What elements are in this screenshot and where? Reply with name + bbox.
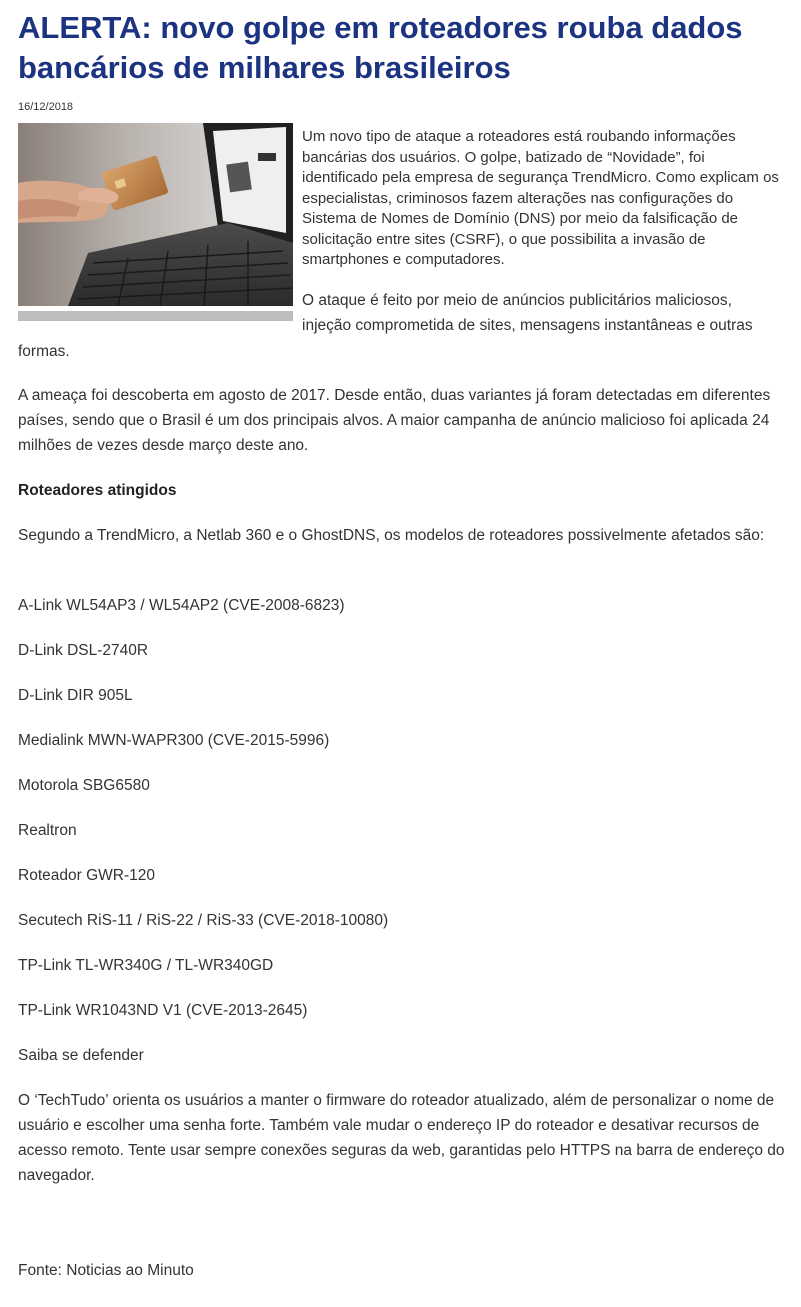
router-item: D-Link DSL-2740R: [18, 642, 149, 659]
router-item: Roteador GWR-120: [18, 867, 155, 884]
attack-paragraph-line-2: injeção comprometida de sites, mensagens instantâneas e outras: [302, 317, 753, 334]
threat-paragraph: A ameaça foi descoberta em agosto de 2017. Desde então, duas variantes já foram detectadas em diferentes países, sendo que o Brasil é um dos principais alvos. A maior campanha de anúncio malicioso foi aplicada 24 milhões de vezes desde março deste ano.: [18, 387, 771, 454]
attack-paragraph-line-1: O ataque é feito por meio de anúncios publicitários maliciosos,: [302, 292, 732, 309]
article-date: 16/12/2018: [18, 101, 74, 113]
photo-caption-bar: [18, 311, 293, 321]
router-item: Realtron: [18, 822, 77, 839]
defend-paragraph: O ‘TechTudo’ orienta os usuários a manter o firmware do roteador atualizado, além de personalizar o nome de usuário e escolher uma senha forte. Também vale mudar o endereço IP do roteador e desativar recursos de acesso remoto. Tente usar sempre conexões seguras da web, garantidas pelo HTTPS na barra de endereço do navegador.: [18, 1092, 785, 1184]
routers-heading: Roteadores atingidos: [18, 482, 177, 499]
attack-paragraph-line-3: formas.: [18, 343, 70, 360]
article-figure: [18, 123, 293, 321]
router-item: D-Link DIR 905L: [18, 687, 133, 704]
routers-intro: Segundo a TrendMicro, a Netlab 360 e o GhostDNS, os modelos de roteadores possivelmente afetados são:: [18, 527, 765, 544]
router-item: TP-Link WR1043ND V1 (CVE-2013-2645): [18, 1002, 308, 1019]
router-item: Medialink MWN-WAPR300 (CVE-2015-5996): [18, 732, 330, 749]
article-photo: [18, 123, 293, 306]
intro-paragraph: Um novo tipo de ataque a roteadores está roubando informações bancárias dos usuários. O golpe, batizado de “Novidade”, foi identificado pela empresa de segurança TrendMicro. Como explicam os especialistas, criminosos fazem alterações nas configurações do Sistema de Nomes de Domínio (DNS) por meio da falsificação de solicitação entre sites (CSRF), o que possibilita a invasão de smartphones e computadores.: [302, 128, 779, 268]
router-item: TP-Link TL-WR340G / TL-WR340GD: [18, 957, 274, 974]
router-item: Secutech RiS-11 / RiS-22 / RiS-33 (CVE-2018-10080): [18, 912, 389, 929]
router-item: Motorola SBG6580: [18, 777, 150, 794]
source-credit: Fonte: Noticias ao Minuto: [18, 1262, 194, 1279]
article-title: ALERTA: novo golpe em roteadores rouba dados bancários de milhares brasileiros: [18, 10, 743, 85]
defend-heading: Saiba se defender: [18, 1047, 144, 1064]
router-item: A-Link WL54AP3 / WL54AP2 (CVE-2008-6823): [18, 597, 345, 614]
